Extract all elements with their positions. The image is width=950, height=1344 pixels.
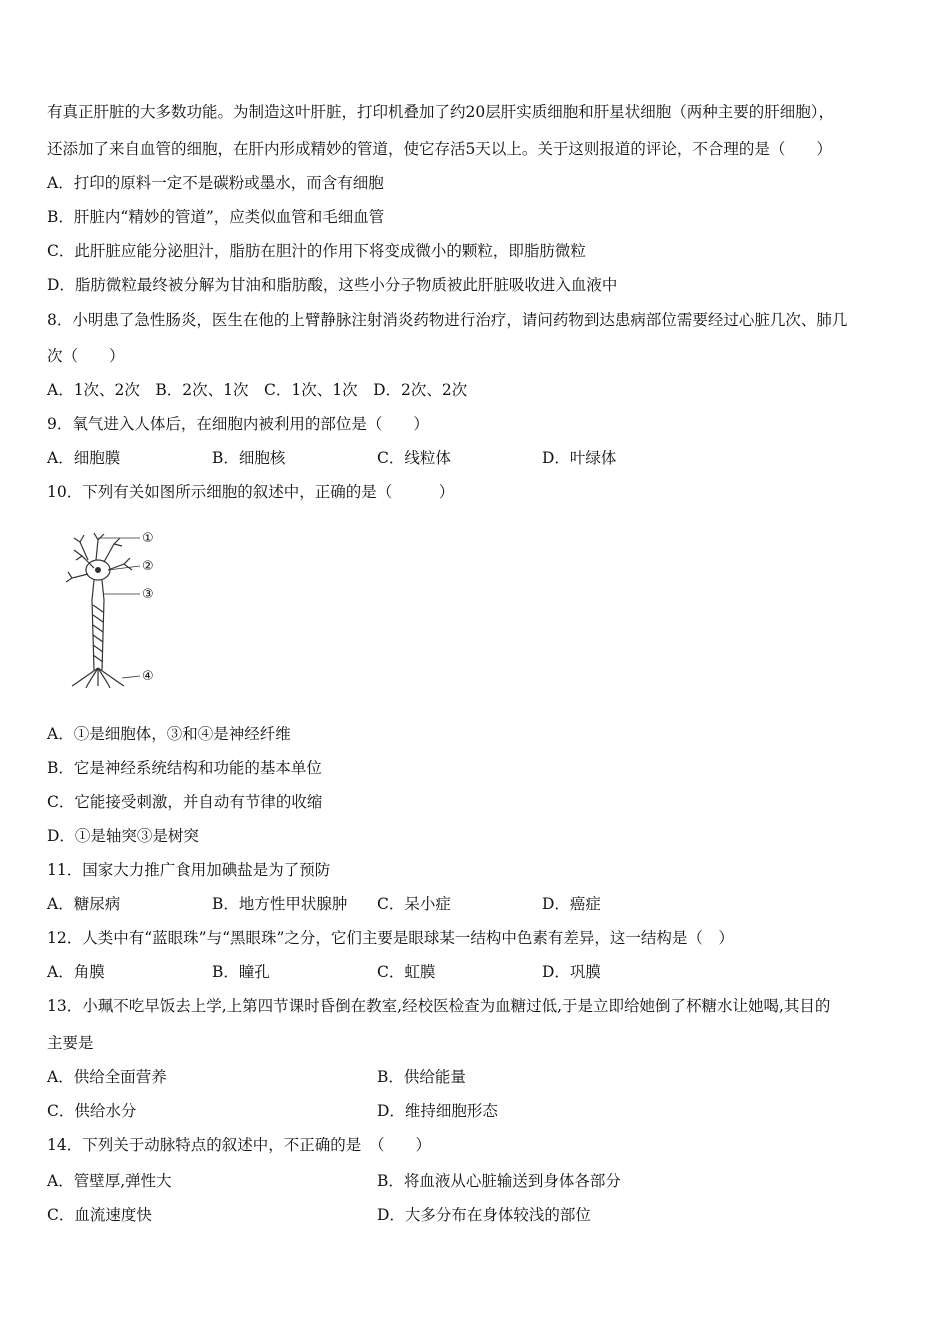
q13-stem-line-2: 主要是 [47,1034,94,1052]
q9-option-d: D．叶绿体 [542,449,617,467]
q7-option-d: D．脂肪微粒最终被分解为甘油和脂肪酸，这些小分子物质被此肝脏吸收进入血液中 [47,276,618,294]
q9-stem: 9．氧气进入人体后，在细胞内被利用的部位是（ ） [47,415,429,433]
q12-option-a: A．角膜 [47,963,105,981]
q10-stem: 10．下列有关如图所示细胞的叙述中，正确的是（ ） [47,483,455,501]
q10-option-c: C．它能接受刺激，并自动有节律的收缩 [47,793,323,811]
q7-stem-line-1: 有真正肝脏的大多数功能。为制造这叶肝脏，打印机叠加了约20层肝实质细胞和肝星状细胞（两种主要的肝细胞）， [47,103,834,121]
q7-stem-line-2: 还添加了来自血管的细胞，在肝内形成精妙的管道，使它存活5天以上。关于这则报道的评论，不合理的是（ ） [47,140,832,158]
label-2: ② [142,559,154,574]
label-4: ④ [142,669,154,684]
q7-option-b: B．肝脏内“精妙的管道”，应类似血管和毛细血管 [47,208,385,226]
q7-option-c: C．此肝脏应能分泌胆汁，脂肪在胆汁的作用下将变成微小的颗粒，即脂肪微粒 [47,242,586,260]
q11-option-c: C．呆小症 [377,895,451,913]
q11-option-b: B．地方性甲状腺肿 [212,895,348,913]
q13-stem-line-1: 13．小珮不吃早饭去上学,上第四节课时昏倒在教室,经校医检查为血糖过低,于是立即给她倒了杯糖水让她喝,其目的 [47,997,831,1015]
nucleus [95,567,101,573]
q7-option-a: A．打印的原料一定不是碳粉或墨水，而含有细胞 [47,174,384,192]
q8-options: A．1次、2次 B．2次、1次 C．1次、1次 D．2次、2次 [47,381,468,399]
neuron-diagram [64,530,174,690]
q12-option-c: C．虹膜 [377,963,436,981]
q13-option-a: A．供给全面营养 [47,1068,167,1086]
q11-option-d: D．癌症 [542,895,601,913]
neuron-figure [64,530,174,690]
q14-stem: 14．下列关于动脉特点的叙述中，不正确的是 （ ） [47,1136,431,1154]
q11-stem: 11．国家大力推广食用加碘盐是为了预防 [47,861,331,879]
q12-option-b: B．瞳孔 [212,963,270,981]
q8-stem-line-2: 次（ ） [47,347,125,365]
q10-option-d: D．①是轴突③是树突 [47,827,199,845]
q9-option-a: A．细胞膜 [47,449,121,467]
label-1: ① [142,531,154,546]
q13-option-b: B．供给能量 [377,1068,466,1086]
q10-option-a: A．①是细胞体，③和④是神经纤维 [47,725,291,743]
q11-option-a: A．糖尿病 [47,895,121,913]
q14-option-a: A．管壁厚,弹性大 [47,1172,172,1190]
q14-option-b: B．将血液从心脏输送到身体各部分 [377,1172,621,1190]
q12-stem: 12．人类中有“蓝眼珠”与“黑眼珠”之分，它们主要是眼球某一结构中色素有差异，这一结构是（ ） [47,929,734,947]
q9-option-c: C．线粒体 [377,449,451,467]
q9-option-b: B．细胞核 [212,449,286,467]
q13-option-c: C．供给水分 [47,1102,137,1120]
q13-option-d: D．维持细胞形态 [377,1102,498,1120]
q14-option-d: D．大多分布在身体较浅的部位 [377,1206,591,1224]
label-3: ③ [142,587,154,602]
q12-option-d: D．巩膜 [542,963,601,981]
q8-stem-line-1: 8．小明患了急性肠炎，医生在他的上臂静脉注射消炎药物进行治疗，请问药物到达患病部位需要经过心脏几次、肺几 [47,311,848,329]
q10-option-b: B．它是神经系统结构和功能的基本单位 [47,759,322,777]
q14-option-c: C．血流速度快 [47,1206,152,1224]
